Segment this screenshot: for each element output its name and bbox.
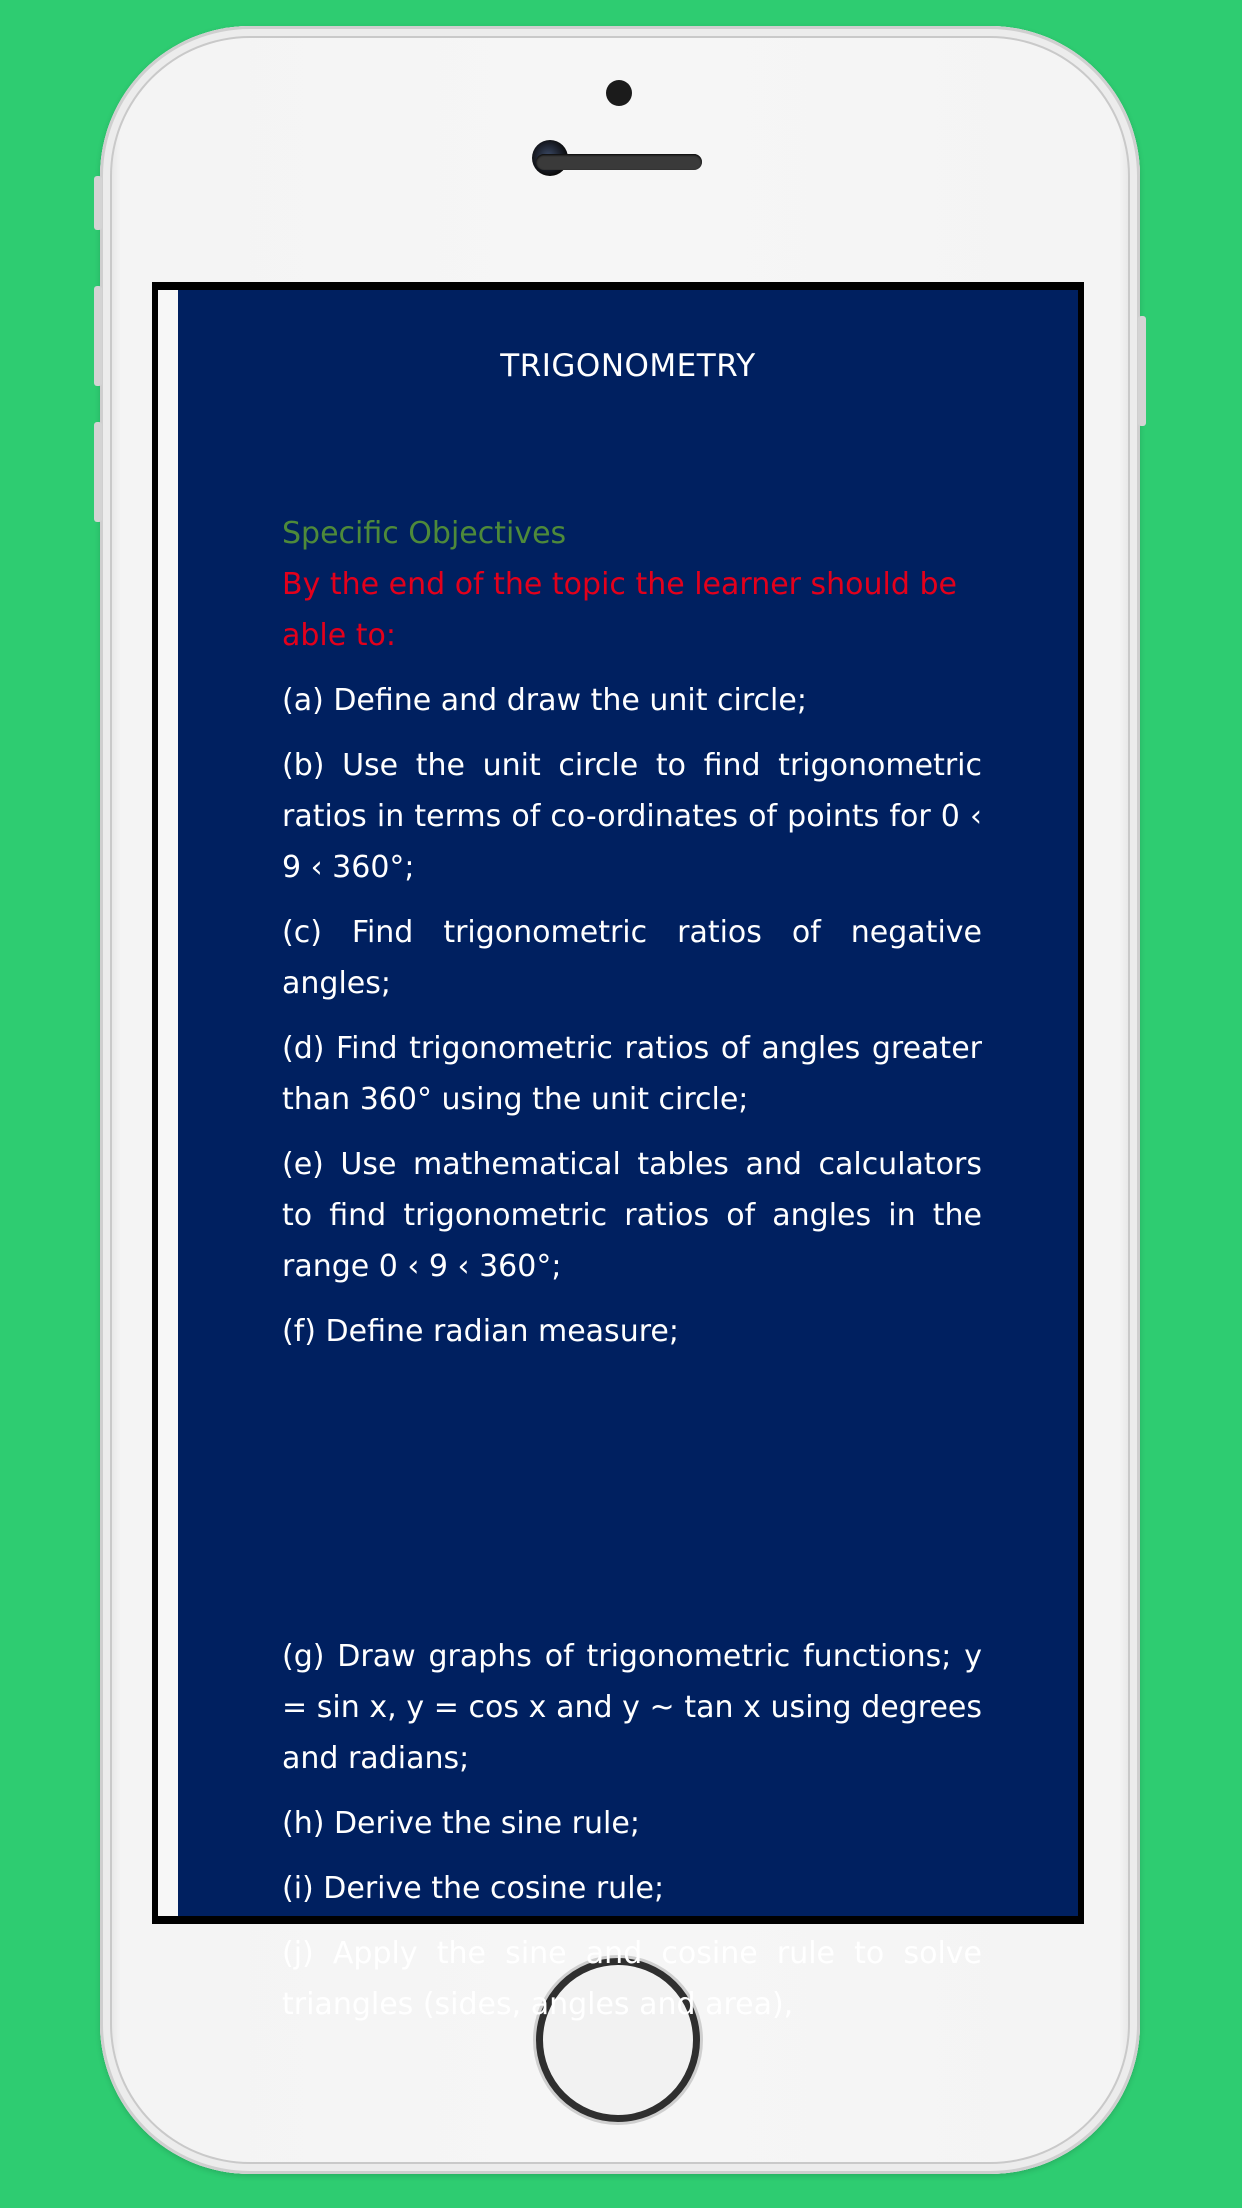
objective-item: (a) Define and draw the unit circle; bbox=[282, 683, 807, 718]
phone-screen bbox=[152, 282, 1084, 2022]
objective-item: (j) Apply the sine and cosine rule to solve triangles (sides, angles and area), bbox=[282, 1936, 982, 2022]
objectives-intro: By the end of the topic the learner should be able to: bbox=[282, 567, 957, 653]
objective-item: (g) Draw graphs of trigonometric functions; y = sin x, y = cos x and y ~ tan x using degrees and radians; bbox=[282, 1639, 982, 1776]
objectives-block bbox=[282, 508, 982, 2044]
objective-item: (d) Find trigonometric ratios of angles greater than 360° using the unit circle; bbox=[282, 1031, 982, 1117]
objectives-heading: Specific Objectives bbox=[282, 516, 567, 551]
objective-item: (i) Derive the cosine rule; bbox=[282, 1871, 665, 1906]
volume-down-button bbox=[94, 422, 102, 522]
volume-up-button bbox=[94, 286, 102, 386]
slide-title: TRIGONOMETRY bbox=[500, 348, 756, 384]
power-button bbox=[1138, 316, 1146, 426]
earpiece-speaker bbox=[536, 154, 702, 170]
slide-page bbox=[178, 290, 1078, 2022]
document-viewport[interactable] bbox=[158, 290, 1078, 2022]
slide-gap bbox=[282, 1371, 982, 1631]
objective-item: (e) Use mathematical tables and calculators to find trigonometric ratios of angles in the range 0 ‹ 9 ‹ 360°; bbox=[282, 1147, 982, 1284]
mute-switch bbox=[94, 176, 102, 230]
proximity-sensor bbox=[606, 80, 632, 106]
page-edge bbox=[158, 290, 178, 1916]
objective-item: (c) Find trigonometric ratios of negative angles; bbox=[282, 915, 982, 1001]
objective-item: (f) Define radian measure; bbox=[282, 1314, 679, 1349]
objective-item: (b) Use the unit circle to find trigonometric ratios in terms of co-ordinates of points for 0 ‹ 9 ‹ 360°; bbox=[282, 748, 982, 885]
objective-item: (h) Derive the sine rule; bbox=[282, 1806, 640, 1841]
